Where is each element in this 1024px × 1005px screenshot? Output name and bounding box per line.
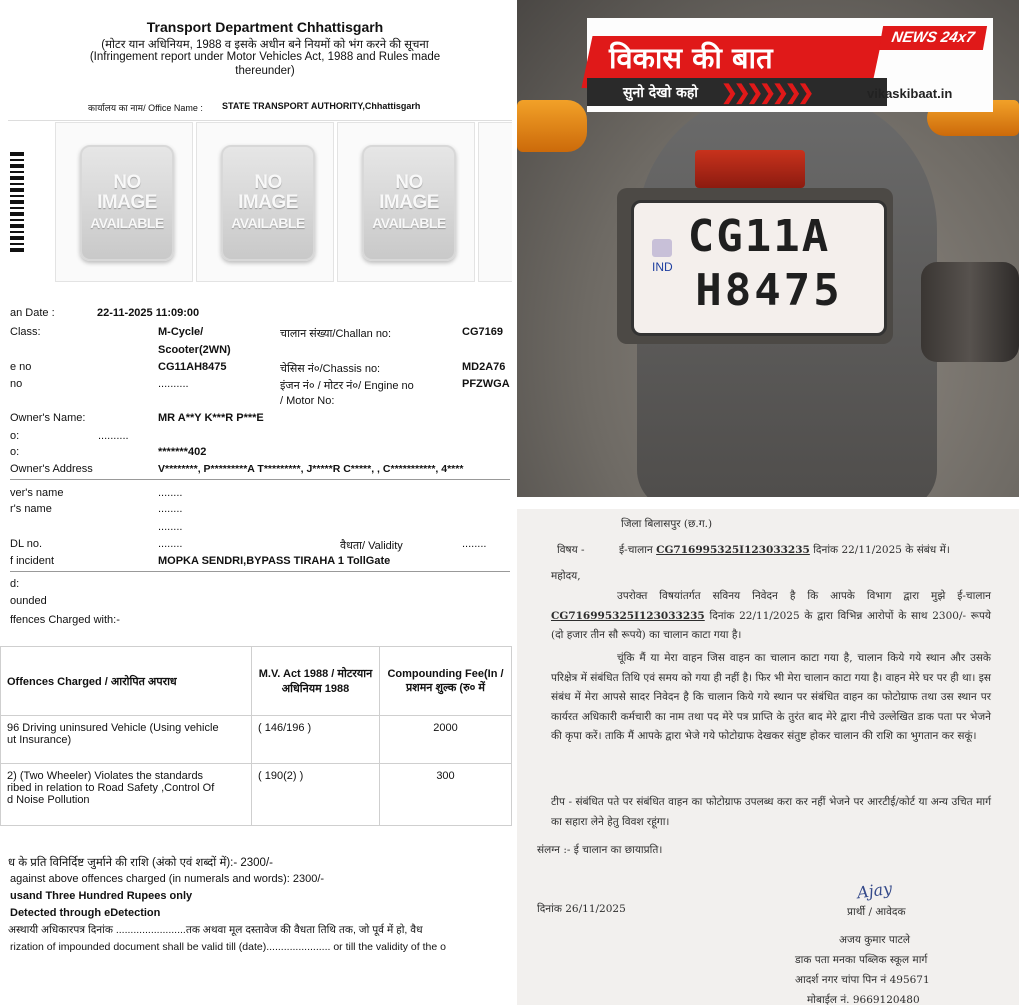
o2-label: o: <box>10 446 20 458</box>
chassis-value: MD2A76 <box>462 361 506 373</box>
offences-charged-label: ffences Charged with:- <box>10 614 120 626</box>
total-amount-hindi: ध के प्रति विनिर्दिष्ट जुर्माने की राशि (अंको एवं शब्दों में):- 2300/- <box>8 857 273 869</box>
tail-lamp <box>695 150 805 188</box>
arrows-icon: ❯❯❯❯❯❯❯ <box>721 82 811 104</box>
number-plate <box>631 200 887 336</box>
plate-line-2: H8475 <box>695 265 843 316</box>
temporary-auth-en: rization of impounded document shall be valid till (date)...................... or till the validity of the o <box>10 941 446 953</box>
banner-site: vikaskibaat.in <box>867 86 953 101</box>
d-label: d: <box>10 578 20 590</box>
enclosure: संलग्न :- ई चालान का छायाप्रति। <box>537 844 663 856</box>
offences-table <box>0 646 512 826</box>
o-label: o: <box>10 430 20 442</box>
driver-name-value: ........ <box>158 487 183 499</box>
section-cell: ( 146/196 ) <box>252 716 380 764</box>
banner-title: विकास की बात <box>609 41 773 75</box>
evidence-image-4 <box>478 122 512 282</box>
applicant-label: प्रार्थी / आवेदक <box>847 906 906 918</box>
owner-name-value: MR A**Y K***R P***E <box>158 412 264 424</box>
applicant-mobile: मोबाईल नं. 9669120480 <box>807 994 920 1005</box>
news-badge: NEWS 24x7 <box>879 26 987 50</box>
owner-address-label: Owner's Address <box>10 463 93 475</box>
qr-code-icon <box>10 152 24 252</box>
detection-mode: Detected through eDetection <box>10 907 161 919</box>
complaint-letter <box>517 509 1019 1005</box>
salutation: महोदय, <box>551 570 581 582</box>
dl-value: ........ <box>158 538 183 550</box>
r-name-label: r's name <box>10 503 52 515</box>
temporary-auth-hindi: अस्थायी अधिकारपत्र दिनांक ........................तक अथवा मूल दस्तावेज की वैधता तिथि तक, जो पूर्व में हो, वैध <box>8 924 423 936</box>
applicant-address-1: डाक पता मनका पब्लिक स्कूल मार्ग <box>795 954 928 966</box>
paragraph-2: चूंकि मैं या मेरा वाहन जिस वाहन का चालान काटा गया है, चालान किये गये स्थान और उसके परिक्षेत्र में संबंधित तिथि एवं समय को गया ही नहीं है। फिर भी मेरा चालान काटा गया है। वाहन मेरे घर पर ही था। इस संबंध में मेरा आपसे सादर निवेदन है कि चालान किये गये स्थान पर संबंधित वाहन का फोटोग्राफ तथा उस स्थान पर कार्यरत अधिकारी कर्मचारी का नाम तथा पद मेरे पत्र प्राप्ति के तुरंत बाद मेरे द्वारा नीचे उल्लेखित डाक पता पर भेजने की कृपा करें। ताकि मैं आपके द्वारा भेजे गये फोटोग्राफ देखकर संतुष्ट होकर चालान की राशि का भुगतान कर सकूं। <box>551 652 991 742</box>
office-value: STATE TRANSPORT AUTHORITY,Chhattisgarh <box>222 101 421 111</box>
office-label: कार्यालय का नाम/ Office Name : <box>88 103 203 113</box>
no-image-placeholder-icon: NO IMAGE AVAILABLE <box>80 145 174 261</box>
banner-tagline: सुनो देखो कहो <box>623 85 698 101</box>
impounded-label: ounded <box>10 595 47 607</box>
incident-label: f incident <box>10 555 55 567</box>
challan-date-label: an Date : <box>10 307 55 319</box>
table-row <box>1 716 512 764</box>
fee-cell: 2000 <box>380 716 512 764</box>
fee-cell: 300 <box>380 764 512 826</box>
subject-challan-no: CG716995325I123033235 <box>656 544 810 556</box>
divider <box>10 479 510 480</box>
evidence-image-3 <box>337 122 475 282</box>
left-indicator <box>517 100 587 152</box>
challan-no-value: CG7169 <box>462 326 503 338</box>
column-header-offences: Offences Charged / आरोपित अपराध <box>1 647 252 716</box>
applicant-name: अजय कुमार पाटले <box>839 934 911 946</box>
challan-date-value: 22-11-2025 11:09:00 <box>97 307 200 319</box>
total-amount-en: against above offences charged (in numerals and words): 2300/- <box>10 873 325 885</box>
owner-address-value: V********, P*********A T*********, J*****R C*****, , C***********, 4**** <box>158 463 464 475</box>
paragraph-note: टीप - संबंधित पते पर संबंधित वाहन का फोटोग्राफ उपलब्ध करा कर नहीं भेजने पर आरटीई/कोर्ट या अन्य उचित मार्ग का सहारा लेने हेतु विवश रहूंगा। <box>551 796 991 828</box>
validity-value: ........ <box>462 538 487 550</box>
challan-subtitle-en2: thereunder) <box>235 65 295 77</box>
no-image-placeholder-icon: NO IMAGE AVAILABLE <box>221 145 315 261</box>
challan-subtitle-hindi: (मोटर यान अधिनियम, 1988 व इसके अधीन बने नियमों को भंग करने की सूचना <box>101 39 429 51</box>
owner-name-label: Owner's Name: <box>10 412 86 424</box>
no-label: no <box>10 378 23 390</box>
vehicle-no-value: CG11AH8475 <box>158 361 227 373</box>
table-header-row <box>1 647 512 716</box>
challan-no-label: चालान संख्या/Challan no: <box>280 328 392 340</box>
plate-line-1: CG11A <box>687 211 831 262</box>
class-value-2: Scooter(2WN) <box>158 344 231 356</box>
table-row <box>1 764 512 826</box>
engine-label-2: / Motor No: <box>280 395 335 407</box>
subject-line: ई-चालान CG716995325I123033235 दिनांक 22/11/2025 के संबंध में। <box>619 544 950 556</box>
challan-title: Transport Department Chhattisgarh <box>146 19 384 35</box>
no-value: .......... <box>158 378 189 390</box>
offence-cell: 2) (Two Wheeler) Violates the standards ribed in relation to Road Safety ,Control Of d Noise Pollution <box>1 764 252 826</box>
silencer <box>921 262 1019 362</box>
r-name-value: ........ <box>158 503 183 515</box>
no-image-placeholder-icon: NO IMAGE AVAILABLE <box>362 145 456 261</box>
evidence-image-1 <box>55 122 193 282</box>
letter-district: जिला बिलासपुर (छ.ग.) <box>621 518 713 530</box>
challan-subtitle-en: (Infringement report under Motor Vehicles Act, 1988 and Rules made <box>89 51 441 63</box>
column-header-mv-act: M.V. Act 1988 / मोटरयान अधिनियम 1988 <box>252 647 380 716</box>
validity-label: वैधता/ Validity <box>340 540 403 552</box>
driver-name-label: ver's name <box>10 487 64 499</box>
engine-value: PFZWGA <box>462 378 510 390</box>
paragraph-1: उपरोक्त विषयांतर्गत सविनय निवेदन है कि आपके विभाग द्वारा मुझे ई-चालान CG716995325I123033235 दिनांक 22/11/2025 के द्वारा विभिन्न आरोपों के साथ 2300/- रूपये (दो हजार तीन सौ रूपये) का चालान काटा गया है। <box>551 590 991 641</box>
engine-label: इंजन नं० / मोटर नं०/ Engine no <box>280 380 414 392</box>
subject-label: विषय - <box>557 544 585 556</box>
section-cell: ( 190(2) ) <box>252 764 380 826</box>
blank-value: ........ <box>158 521 183 533</box>
amount-in-words: usand Three Hundred Rupees only <box>10 890 193 902</box>
o-value: .......... <box>98 430 129 442</box>
class-value: M-Cycle/ <box>158 326 204 338</box>
column-header-fee: Compounding Fee(In / प्रशमन शुल्क (रु० में <box>380 647 512 716</box>
dl-label: DL no. <box>10 538 43 550</box>
mobile-value: *******402 <box>158 446 207 458</box>
evidence-image-2 <box>196 122 334 282</box>
incident-value: MOPKA SENDRI,BYPASS TIRAHA 1 TollGate <box>158 555 391 567</box>
offence-cell: 96 Driving uninsured Vehicle (Using vehicle ut Insurance) <box>1 716 252 764</box>
class-label: Class: <box>10 326 41 338</box>
vehicle-no-label: e no <box>10 361 32 373</box>
chassis-label: चेसिस नं०/Chassis no: <box>280 363 381 375</box>
plate-country: IND <box>652 260 673 274</box>
news-banner <box>587 18 993 112</box>
handwritten-signature: Ajay <box>855 878 894 903</box>
divider <box>10 571 510 572</box>
applicant-address-2: आदर्श नगर चांपा पिन नं 495671 <box>795 974 930 986</box>
letter-date: दिनांक 26/11/2025 <box>537 903 626 915</box>
number-plate-photo <box>517 0 1019 497</box>
